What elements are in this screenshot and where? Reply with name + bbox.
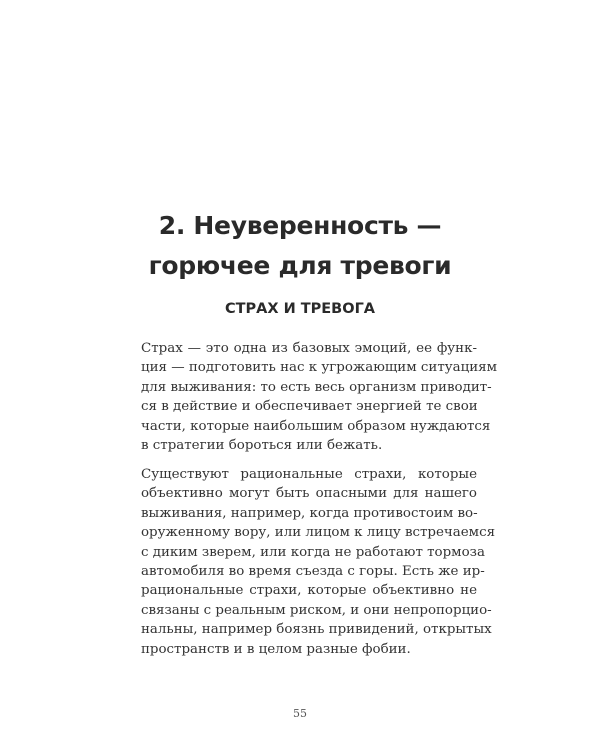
text-line: нальны, например боязнь привидений, открытых [141,622,492,638]
text-line: ся в действие и обеспечивает энергией те свои [141,399,478,415]
text-line: части, которые наибольшим образом нуждаются [141,418,491,434]
text-line: связаны с реальным риском, и они непропорцио- [141,602,492,618]
paragraph-1 [141,339,498,455]
text-line: для выживания: то есть весь организм приводит- [141,379,492,395]
text-line: автомобиля во время съезда с горы. Есть же ир- [141,563,485,579]
page-number: 55 [293,707,307,720]
chapter-title-line-1: 2. Неуверенность — [158,211,442,240]
text-line: ция — подготовить нас к угрожающим ситуациям [141,360,498,376]
text-line: рациональные страхи, которые объективно не [141,583,477,599]
section-heading: СТРАХ И ТРЕВОГА [224,301,376,317]
paragraph-2 [141,465,496,659]
text-line: пространств и в целом разные фобии. [141,641,411,657]
text-line: с диким зверем, или когда не работают тормоза [141,544,485,560]
text-line: выживания, например, когда противостоим во- [141,505,478,521]
text-line: в стратегии бороться или бежать. [141,437,383,453]
text-line: Существуют рациональные страхи, которые [141,467,477,482]
chapter-title-line-2: горючее для тревоги [148,251,452,280]
text-line: оруженному вору, или лицом к лицу встречаемся [141,525,496,541]
text-line: Страх — это одна из базовых эмоций, ее функ- [141,341,477,356]
text-line: объективно могут быть опасными для нашего [141,486,477,502]
